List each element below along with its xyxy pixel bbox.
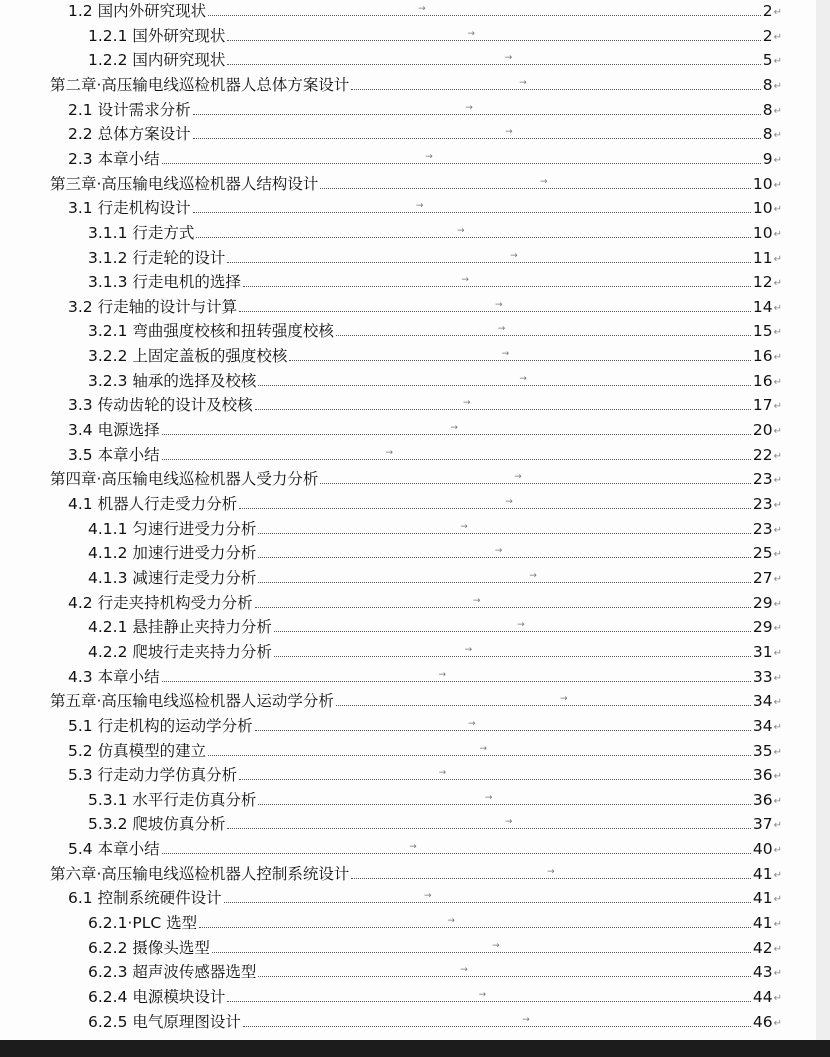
toc-entry[interactable] [50,468,782,490]
toc-entry-title: 4.2.2 爬坡行走夹持力分析 [88,642,272,661]
toc-entry-title: 4.1 机器人行走受力分析 [68,495,238,513]
tab-mark-icon: → [438,768,447,779]
toc-entry-title: 4.1.3 减速行走受力分析 [88,568,257,587]
toc-entry[interactable] [68,197,782,219]
toc-entry-title: 3.1 行走机构设计 [68,199,191,218]
toc-entry-page-number: 44 [752,988,773,1006]
toc-entry-title: 3.2.2 上固定盖板的强度校核 [88,347,288,366]
toc-dot-leader [255,718,751,731]
paragraph-mark-icon: ↵ [773,993,782,1004]
toc-entry-title: 3.2.1 弯曲强度校核和扭转强度校核 [88,322,334,341]
paragraph-mark-icon: ↵ [773,623,782,635]
toc-dot-leader [162,423,751,435]
page-margin-strip [816,0,830,1040]
paragraph-mark-icon: ↵ [773,943,782,955]
toc-entry[interactable] [88,345,782,367]
toc-dot-leader [227,53,760,65]
toc-dot-leader [239,299,751,312]
paragraph-mark-icon: ↵ [773,795,782,807]
paragraph-mark-icon: ↵ [773,56,782,68]
toc-entry[interactable] [88,986,782,1008]
toc-entry[interactable] [88,641,782,663]
toc-dot-leader [193,102,761,115]
toc-entry-page-number: 8 [762,125,773,144]
toc-entry-page-number: 10 [752,199,773,218]
tab-mark-icon: → [504,817,513,828]
toc-entry[interactable] [68,887,782,909]
tab-mark-icon: → [409,842,417,853]
paragraph-mark-icon: ↵ [773,7,782,18]
toc-entry[interactable] [68,838,782,860]
toc-entry-title: 6.2.2 摄像头选型 [88,938,210,957]
tab-mark-icon: → [385,447,394,458]
toc-dot-leader [351,77,760,90]
bottom-edge-bar [0,1040,830,1057]
toc-entry[interactable] [68,666,782,688]
tab-mark-icon: → [519,373,527,384]
toc-dot-leader [227,990,751,1002]
toc-entry[interactable] [68,444,782,466]
paragraph-mark-icon: ↵ [773,426,782,438]
toc-dot-leader [227,28,760,41]
toc-entry-page-number: 10 [752,174,773,193]
toc-entry[interactable] [88,49,782,71]
toc-dot-leader [351,866,750,879]
toc-dot-leader [243,1014,751,1027]
toc-entry-page-number: 41 [752,889,773,908]
paragraph-mark-icon: ↵ [773,968,782,980]
toc-dot-leader [239,768,751,780]
paragraph-mark-icon: ↵ [773,672,782,684]
toc-entry-page-number: 29 [752,593,773,612]
toc-dot-leader [212,940,751,953]
tab-mark-icon: → [456,225,465,236]
tab-mark-icon: → [447,916,455,927]
toc-entry-title: 2.1 设计需求分析 [68,100,191,119]
tab-mark-icon: → [479,743,488,754]
toc-entry-page-number: 10 [752,223,773,242]
toc-entry-title: 第四章·高压输电线巡检机器人受力分析 [50,470,319,489]
toc-entry-title: 2.2 总体方案设计 [68,125,191,144]
toc-dot-leader [243,275,751,287]
toc-dot-leader [258,546,751,558]
toc-entry-page-number: 15 [752,322,773,341]
toc-entry-title: 6.2.3 超声波传感器选型 [88,963,257,982]
toc-entry[interactable] [68,592,782,614]
toc-entry-page-number: 46 [752,1012,773,1031]
toc-entry-page-number: 25 [752,544,773,563]
toc-entry-title: 4.2 行走夹持机构受力分析 [68,593,253,612]
paragraph-mark-icon: ↵ [773,401,782,413]
toc-entry[interactable] [50,690,782,712]
toc-dot-leader [162,842,751,854]
toc-entry[interactable] [68,296,782,318]
toc-entry-page-number: 12 [752,273,773,292]
toc-entry-title: 1.2 国内外研究现状 [68,2,207,20]
toc-entry-title: 5.2 仿真模型的建立 [68,741,207,760]
paragraph-mark-icon: ↵ [773,919,782,931]
tab-mark-icon: → [492,940,500,951]
toc-entry-title: 5.3.1 水平行走仿真分析 [88,790,257,809]
tab-mark-icon: → [418,4,426,14]
tab-mark-icon: → [425,151,433,162]
toc-entry-title: 3.4 电源选择 [68,421,160,440]
toc-entry-page-number: 33 [752,667,773,686]
toc-entry-title: 6.1 控制系统硬件设计 [68,889,222,908]
tab-mark-icon: → [501,349,510,360]
toc-entry-title: 4.2.1 悬挂静止夹持力分析 [88,618,272,637]
paragraph-mark-icon: ↵ [773,524,782,536]
toc-entry-title: 3.3 传动齿轮的设计及校核 [68,396,253,415]
toc-entry[interactable] [88,25,782,47]
toc-entry[interactable] [68,715,782,737]
toc-entry-page-number: 37 [752,815,773,834]
toc-dot-leader [224,891,751,903]
toc-dot-leader [320,176,750,189]
tab-mark-icon: → [510,250,518,261]
paragraph-mark-icon: ↵ [773,771,782,783]
toc-entry[interactable] [50,863,782,885]
toc-entry-title: 6.2.1·PLC 选型 [88,914,198,933]
paragraph-mark-icon: ↵ [773,598,782,610]
toc-entry-title: 5.3.2 爬坡仿真分析 [88,815,226,834]
paragraph-mark-icon: ↵ [773,80,782,92]
paragraph-mark-icon: ↵ [773,697,782,709]
toc-entry[interactable] [68,419,782,441]
toc-entry-page-number: 31 [752,642,773,661]
toc-entry[interactable] [68,764,782,786]
toc-entry-title: 4.3 本章小结 [68,667,160,686]
tab-mark-icon: → [484,792,493,803]
tab-mark-icon: → [423,891,432,902]
toc-entry[interactable] [88,222,782,244]
toc-dot-leader [162,669,751,682]
tab-mark-icon: → [497,324,506,335]
paragraph-mark-icon: ↵ [773,845,782,857]
toc-dot-leader [199,916,751,928]
toc-dot-leader [289,349,751,361]
paragraph-mark-icon: ↵ [773,549,782,561]
toc-entry-title: 5.4 本章小结 [68,840,160,859]
toc-entry-page-number: 16 [752,371,773,390]
toc-entry-page-number: 43 [752,963,773,982]
toc-entry-title: 3.1.3 行走电机的选择 [88,273,241,292]
toc-entry-title: 第六章·高压输电线巡检机器人控制系统设计 [50,864,350,883]
tab-mark-icon: → [460,965,468,976]
toc-entry-page-number: 14 [752,297,773,316]
toc-entry-title: 4.1.2 加速行进受力分析 [88,544,257,563]
paragraph-mark-icon: ↵ [773,894,782,906]
paragraph-mark-icon: ↵ [773,228,782,240]
paragraph-mark-icon: ↵ [773,253,782,265]
tab-mark-icon: → [560,694,568,705]
paragraph-mark-icon: ↵ [773,31,782,43]
toc-entry[interactable] [50,74,782,96]
toc-dot-leader [336,324,751,336]
toc-entry-title: 3.5 本章小结 [68,445,160,464]
toc-entry-page-number: 34 [752,692,773,711]
toc-entry[interactable] [88,912,782,934]
toc-dot-leader [258,965,751,977]
toc-entry[interactable] [50,173,782,195]
paragraph-mark-icon: ↵ [773,302,782,314]
tab-mark-icon: → [415,201,424,212]
toc-dot-leader [336,694,751,706]
toc-entry[interactable] [68,493,782,515]
tab-mark-icon: → [463,398,471,409]
toc-entry-page-number: 20 [752,421,773,440]
toc-entry-title: 2.3 本章小结 [68,149,160,168]
paragraph-mark-icon: ↵ [773,130,782,142]
toc-entry-page-number: 36 [752,766,773,785]
toc-entry-page-number: 41 [752,914,773,933]
toc-entry-title: 第五章·高压输电线巡检机器人运动学分析 [50,692,334,711]
toc-entry-page-number: 29 [752,618,773,637]
toc-dot-leader [274,644,751,657]
toc-entry[interactable] [68,99,782,121]
toc-entry[interactable] [88,961,782,983]
toc-entry[interactable] [88,320,782,342]
toc-entry-page-number: 8 [762,100,773,119]
tab-mark-icon: → [460,521,468,532]
toc-entry-title: 3.2.3 轴承的选择及校核 [88,371,257,390]
tab-mark-icon: → [438,669,447,680]
toc-entry[interactable] [68,123,782,145]
paragraph-mark-icon: ↵ [773,105,782,117]
paragraph-mark-icon: ↵ [773,376,782,388]
toc-entry-page-number: 8 [762,75,773,94]
toc-entry-title: 6.2.4 电源模块设计 [88,988,226,1006]
tab-mark-icon: → [514,472,522,483]
toc-dot-leader [320,472,750,484]
toc-entry-page-number: 11 [752,248,773,267]
toc-entry-page-number: 9 [762,149,773,168]
toc-entry[interactable] [88,567,782,589]
toc-entry-title: 1.2.2 国内研究现状 [88,51,226,70]
toc-dot-leader [208,4,761,16]
toc-entry-title: 5.1 行走机构的运动学分析 [68,716,253,735]
tab-mark-icon: → [505,497,513,507]
toc-entry-page-number: 16 [752,347,773,366]
paragraph-mark-icon: ↵ [773,154,782,166]
toc-entry-page-number: 23 [752,470,773,489]
toc-entry[interactable] [88,616,782,638]
tab-mark-icon: → [450,423,458,434]
paragraph-mark-icon: ↵ [773,327,782,339]
toc-entry-title: 3.1.1 行走方式 [88,223,195,242]
toc-dot-leader [274,620,751,632]
paragraph-mark-icon: ↵ [773,204,782,216]
tab-mark-icon: → [465,102,473,113]
toc-dot-leader [258,373,751,386]
tab-mark-icon: → [505,127,513,138]
paragraph-mark-icon: ↵ [773,500,782,511]
toc-entry-page-number: 35 [752,741,773,760]
tab-mark-icon: → [472,595,481,606]
toc-entry-title: 1.2.1 国外研究现状 [88,26,226,45]
toc-entry-title: 第三章·高压输电线巡检机器人结构设计 [50,174,319,193]
toc-entry-page-number: 2 [762,2,773,20]
tab-mark-icon: → [547,866,555,877]
toc-dot-leader [227,250,751,263]
toc-entry[interactable] [88,813,782,835]
toc-entry[interactable] [68,148,782,170]
toc-entry-title: 5.3 行走动力学仿真分析 [68,766,238,785]
paragraph-mark-icon: ↵ [773,450,782,462]
tab-mark-icon: → [529,570,537,581]
toc-entry[interactable] [88,1011,782,1033]
tab-mark-icon: → [517,620,525,631]
toc-dot-leader [162,447,751,460]
tab-mark-icon: → [494,546,503,557]
tab-mark-icon: → [467,28,475,39]
toc-dot-leader [255,595,751,608]
tab-mark-icon: → [504,53,513,64]
toc-entry[interactable] [68,394,782,416]
toc-entry-page-number: 27 [752,568,773,587]
toc-dot-leader [208,743,751,756]
toc-entry-page-number: 2 [762,26,773,45]
toc-entry-page-number: 23 [752,519,773,538]
toc-entry[interactable] [88,247,782,269]
toc-entry[interactable] [68,0,782,22]
toc-entry[interactable] [88,937,782,959]
paragraph-mark-icon: ↵ [773,647,782,659]
toc-entry-page-number: 42 [752,938,773,957]
toc-dot-leader [239,497,751,509]
tab-mark-icon: → [539,176,548,187]
toc-dot-leader [258,792,751,805]
toc-dot-leader [255,398,751,410]
toc-entry-title: 第二章·高压输电线巡检机器人总体方案设计 [50,75,350,94]
toc-dot-leader [193,201,751,213]
toc-entry[interactable] [88,789,782,811]
toc-entry-page-number: 41 [752,864,773,883]
paragraph-mark-icon: ↵ [773,573,782,585]
paragraph-mark-icon: ↵ [773,352,782,364]
paragraph-mark-icon: ↵ [773,721,782,733]
toc-entry-page-number: 23 [752,495,773,513]
toc-entry-title: 3.1.2 行走轮的设计 [88,248,226,267]
tab-mark-icon: → [494,299,503,310]
paragraph-mark-icon: ↵ [773,278,782,290]
tab-mark-icon: → [522,1014,530,1025]
toc-entry[interactable] [88,370,782,392]
paragraph-mark-icon: ↵ [773,746,782,758]
tab-mark-icon: → [467,718,476,729]
paragraph-mark-icon: ↵ [773,869,782,881]
toc-entry-page-number: 5 [762,51,773,70]
toc-dot-leader [196,225,751,238]
toc-entry-page-number: 36 [752,790,773,809]
toc-dot-leader [258,521,751,534]
toc-dot-leader [227,817,751,829]
toc-entry[interactable] [88,542,782,564]
paragraph-mark-icon: ↵ [773,1017,782,1029]
toc-entry-page-number: 22 [752,445,773,464]
toc-entry-page-number: 40 [752,840,773,859]
tab-mark-icon: → [478,990,487,1000]
toc-entry[interactable] [68,740,782,762]
toc-entry-page-number: 34 [752,716,773,735]
toc-dot-leader [162,151,761,164]
toc-dot-leader [193,127,761,139]
toc-dot-leader [258,570,751,583]
tab-mark-icon: → [461,275,469,286]
toc-entry-title: 3.2 行走轴的设计与计算 [68,297,238,316]
toc-entry-page-number: 17 [752,396,773,415]
tab-mark-icon: → [464,644,473,655]
toc-entry[interactable] [88,518,782,540]
toc-entry[interactable] [88,271,782,293]
tab-mark-icon: → [519,77,527,88]
paragraph-mark-icon: ↵ [773,475,782,487]
paragraph-mark-icon: ↵ [773,820,782,832]
toc-entry-title: 4.1.1 匀速行进受力分析 [88,519,257,538]
paragraph-mark-icon: ↵ [773,179,782,191]
toc-entry-title: 6.2.5 电气原理图设计 [88,1012,241,1031]
